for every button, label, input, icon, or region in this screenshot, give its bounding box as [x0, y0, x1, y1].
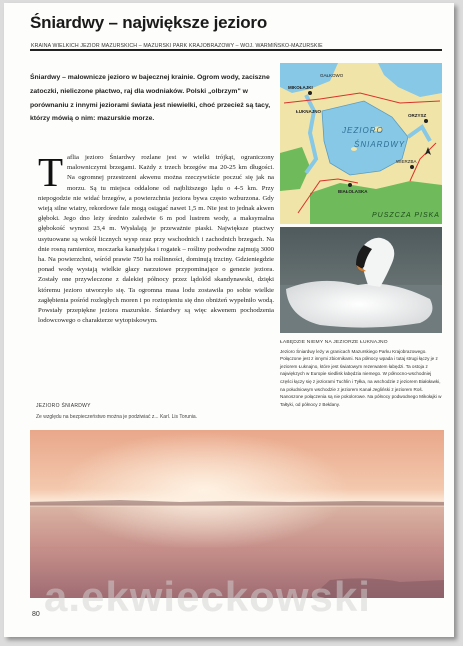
map-town-label: WIERZBA	[396, 159, 417, 164]
intro-paragraph: Śniardwy – malownicze jezioro w bajecznej krainie. Ogrom wody, zaciszne zatoczki, nieliczone płactwo, raj dla wodniaków. Polski „olbrzym" w porównaniu z innymi jeziorami świata jest niewielki, choć przecież są tacy, którzy mówią o nim: mazurskie morze.	[30, 74, 271, 123]
article-body	[38, 149, 274, 326]
title-divider	[30, 49, 442, 51]
lake-map	[280, 63, 442, 224]
page-title: Śniardwy – największe jezioro	[30, 13, 268, 32]
drop-cap: T	[38, 149, 64, 195]
page-subtitle: KRAINA WIELKICH JEZIOR MAZURSKICH – MAZURSKI PARK KRAJOBRAZOWY – WOJ. WARMIŃSKO-MAZURSKIE	[31, 43, 323, 49]
swan-photo	[280, 227, 442, 333]
left-caption-heading: JEZIORO ŚNIARDWY	[36, 403, 91, 409]
map-town-label: BIAŁOLASKA	[338, 189, 368, 194]
map-lake-label: JEZIORO	[342, 126, 384, 135]
map-town-label: ŁUKNAJNO	[296, 109, 322, 114]
map-town-label: ORZYSZ	[408, 113, 427, 118]
map-town-label: GAŁKOWO	[320, 73, 344, 78]
swan-caption-title: ŁABĘDZIE NIEMY NA JEZIORZE ŁUKNAJNO	[280, 340, 388, 345]
watermark: a.ekwieckowski	[44, 573, 371, 620]
map-forest-label: PUSZCZA PISKA	[372, 212, 440, 219]
left-caption-text: Ze względu na bezpieczeństwo można je podziwiać z... Karl. Lis Torunia.	[36, 414, 198, 420]
map-lake-label-2: ŚNIARDWY	[354, 140, 406, 149]
page-number: 80	[32, 611, 40, 618]
map-town-label: MIKOŁAJKI	[288, 85, 313, 90]
swan-caption	[280, 339, 444, 408]
magazine-page	[4, 3, 454, 637]
swan-caption-text: Jezioro Śniardwy leży w granicach Mazurskiego Parku Krajobrazowego. Połączone jest z innymi zbiornikami. Na północy wpada i tutaj strugi łączy je z jeziorem Łuknajno, które jest światowym rezerwatem łabędzi. Ta ostoja z najwiękzych w Europie siedlisk łabędzia niemego. W północno-wschodniej części łączy się z jeziorami Tuchlin i Tyłka, na wschodzie z jeziorem Białoławki, na południowym wschodzie z jeziorem Kanał Jegliński z jeziorem Roś. Nanoszone połączenia są nie pokolorowe. Na północy podwodnego Mikołajki w Tałtyki, od północy z Bełdany.	[280, 348, 442, 407]
article-body-text: aflia jezioro Śniardwy rozlane jest w wielki trójkąt, ograniczony malowniczymi brzegami. Każdy z trzech brzegów ma 20-25 km długości. Na ogromnej przestrzeni akwenu można rzeczywiście poczuć się jak na morzu. Są tu miejsca oddalone od najbliższego lądu o 4-5 km. Przy niepogodzie nie widać brzegów, a powierzchnia jeziora bywa często wzburzona. Gdy wieją silne wiatry, rekordowe fale mogą osiągać nawet 1,5 m. Nie jest to jednak akwen głęboki. Jego dno leży średnio zaledwie 6 m pod lustrem wody, a maksymalna głębokość wynosi 23,4 m. Wysłalają je przeważnie piaski. Największe ptactwy usytuowane są wokół licznych wysp oraz przy wschodnich i zachodnich brzegach. Na dnie rosną ramienice, moczarka kanadyjska i rogatek – rośliny podwodne zajmują 3000 ha. Na powierzchni, wśród prawie 750 ha roślinności, dominują trzciny. Gdzieniegdzie ponad wodę wystają wielkie głazy narzutowe przypominające o genezie jeziora. Zostały one przywleczone z dalekiej północy przez lądolód skandynawski, dzięki któremu jezioro utworzyło się. Ta ogromna masa lodu zostawiła po sobie wielkie zagłębienia pośród rozległych moren i po roztopieniu się dno obniżeń wypełniło wodą. Powstały przepiękne jeziora mazurskie. Śniardwy są więc akwenem pochodzenia lodowcowego o charakterze wytopiskowym.	[38, 154, 274, 325]
